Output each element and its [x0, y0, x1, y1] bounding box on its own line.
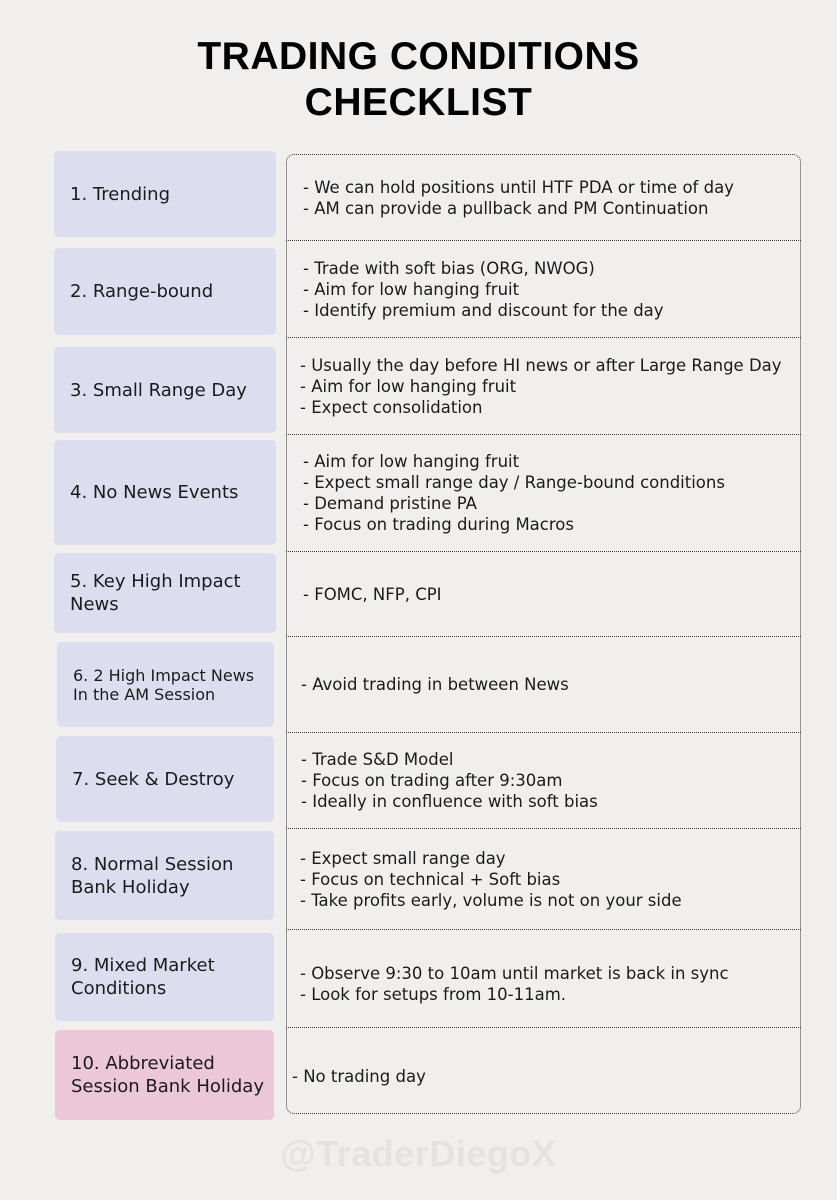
condition-label-text: 3. Small Range Day	[70, 379, 247, 401]
condition-item: - Focus on trading during Macros	[303, 515, 574, 534]
page-title	[0, 34, 837, 126]
condition-label-mixed-market-conditions	[55, 933, 274, 1021]
condition-item: - Aim for low hanging fruit	[303, 279, 520, 299]
condition-details-2-high-impact-news	[300, 637, 798, 732]
condition-label-small-range-day	[54, 347, 276, 433]
condition-item: - We can hold positions until HTF PDA or time of day	[303, 177, 734, 197]
condition-item: - Look for setups from 10-11am.	[300, 985, 567, 1004]
condition-details-mixed-market-conditions	[300, 940, 798, 1028]
condition-item: - AM can provide a pullback and PM Continuation	[303, 198, 709, 218]
condition-item: - Expect consolidation	[300, 397, 483, 417]
condition-label-abbreviated-session-bank-holiday	[55, 1030, 274, 1120]
condition-details-seek-and-destroy	[300, 733, 798, 828]
condition-item: - Expect small range day / Range-bound conditions	[303, 473, 725, 492]
condition-item: - Focus on technical + Soft bias	[300, 869, 561, 889]
condition-details-no-news-events	[300, 435, 798, 551]
title-line-2: CHECKLIST	[304, 81, 533, 124]
condition-label-2-high-impact-news	[57, 642, 274, 727]
condition-item: - Identify premium and discount for the day	[303, 300, 664, 320]
condition-item: - Demand pristine PA	[303, 494, 477, 513]
condition-item: - Observe 9:30 to 10am until market is back in sync	[300, 964, 729, 983]
condition-details-key-high-impact-news	[300, 552, 798, 636]
condition-item: - Usually the day before HI news or after Large Range Day	[300, 355, 782, 375]
row-divider	[286, 929, 801, 930]
condition-item: - Aim for low hanging fruit	[303, 452, 520, 471]
condition-label-text: 4. No News Events	[70, 482, 239, 503]
condition-item: - Trade with soft bias (ORG, NWOG)	[303, 258, 595, 278]
condition-item: - Avoid trading in between News	[301, 675, 569, 694]
condition-item: - FOMC, NFP, CPI	[303, 584, 442, 604]
condition-label-line: Bank Holiday	[71, 876, 190, 898]
condition-label-line: Conditions	[71, 978, 167, 999]
condition-label-line: 6. 2 High Impact News	[73, 665, 255, 685]
condition-item: - Focus on trading after 9:30am	[301, 771, 563, 790]
condition-details-small-range-day	[300, 338, 798, 434]
condition-label-no-news-events	[54, 440, 276, 545]
condition-label-seek-and-destroy	[56, 736, 274, 822]
condition-label-line: Session Bank Holiday	[71, 1076, 264, 1097]
condition-label-line: 8. Normal Session	[71, 853, 234, 875]
watermark: @TraderDiegoX	[280, 1133, 557, 1174]
condition-details-trending	[300, 155, 798, 240]
condition-label-line: 10. Abbreviated	[71, 1053, 215, 1074]
condition-item: - No trading day	[292, 1066, 426, 1086]
condition-label-trending	[54, 151, 276, 237]
condition-label-range-bound	[54, 248, 276, 335]
condition-label-line: In the AM Session	[73, 684, 216, 704]
condition-label-line: 9. Mixed Market	[71, 955, 215, 976]
condition-label-text: 7. Seek & Destroy	[72, 768, 235, 790]
condition-details-normal-session-bank-holiday	[300, 829, 798, 929]
condition-label-line: 5. Key High Impact	[70, 571, 241, 592]
condition-item: - Ideally in confluence with soft bias	[301, 792, 598, 811]
condition-item: - Take profits early, volume is not on your side	[300, 890, 682, 910]
condition-label-text: 2. Range-bound	[70, 281, 214, 302]
condition-label-normal-session-bank-holiday	[55, 831, 274, 920]
condition-label-text: 1. Trending	[70, 183, 170, 205]
condition-item: - Expect small range day	[300, 848, 506, 868]
title-line-1: TRADING CONDITIONS	[197, 35, 640, 78]
condition-details-range-bound	[300, 241, 798, 337]
condition-label-line: News	[70, 594, 119, 615]
condition-item: - Aim for low hanging fruit	[300, 376, 517, 396]
condition-label-key-high-impact-news	[54, 553, 276, 633]
condition-details-abbreviated-session-bank-holiday	[292, 1028, 790, 1124]
condition-item: - Trade S&D Model	[301, 750, 454, 769]
